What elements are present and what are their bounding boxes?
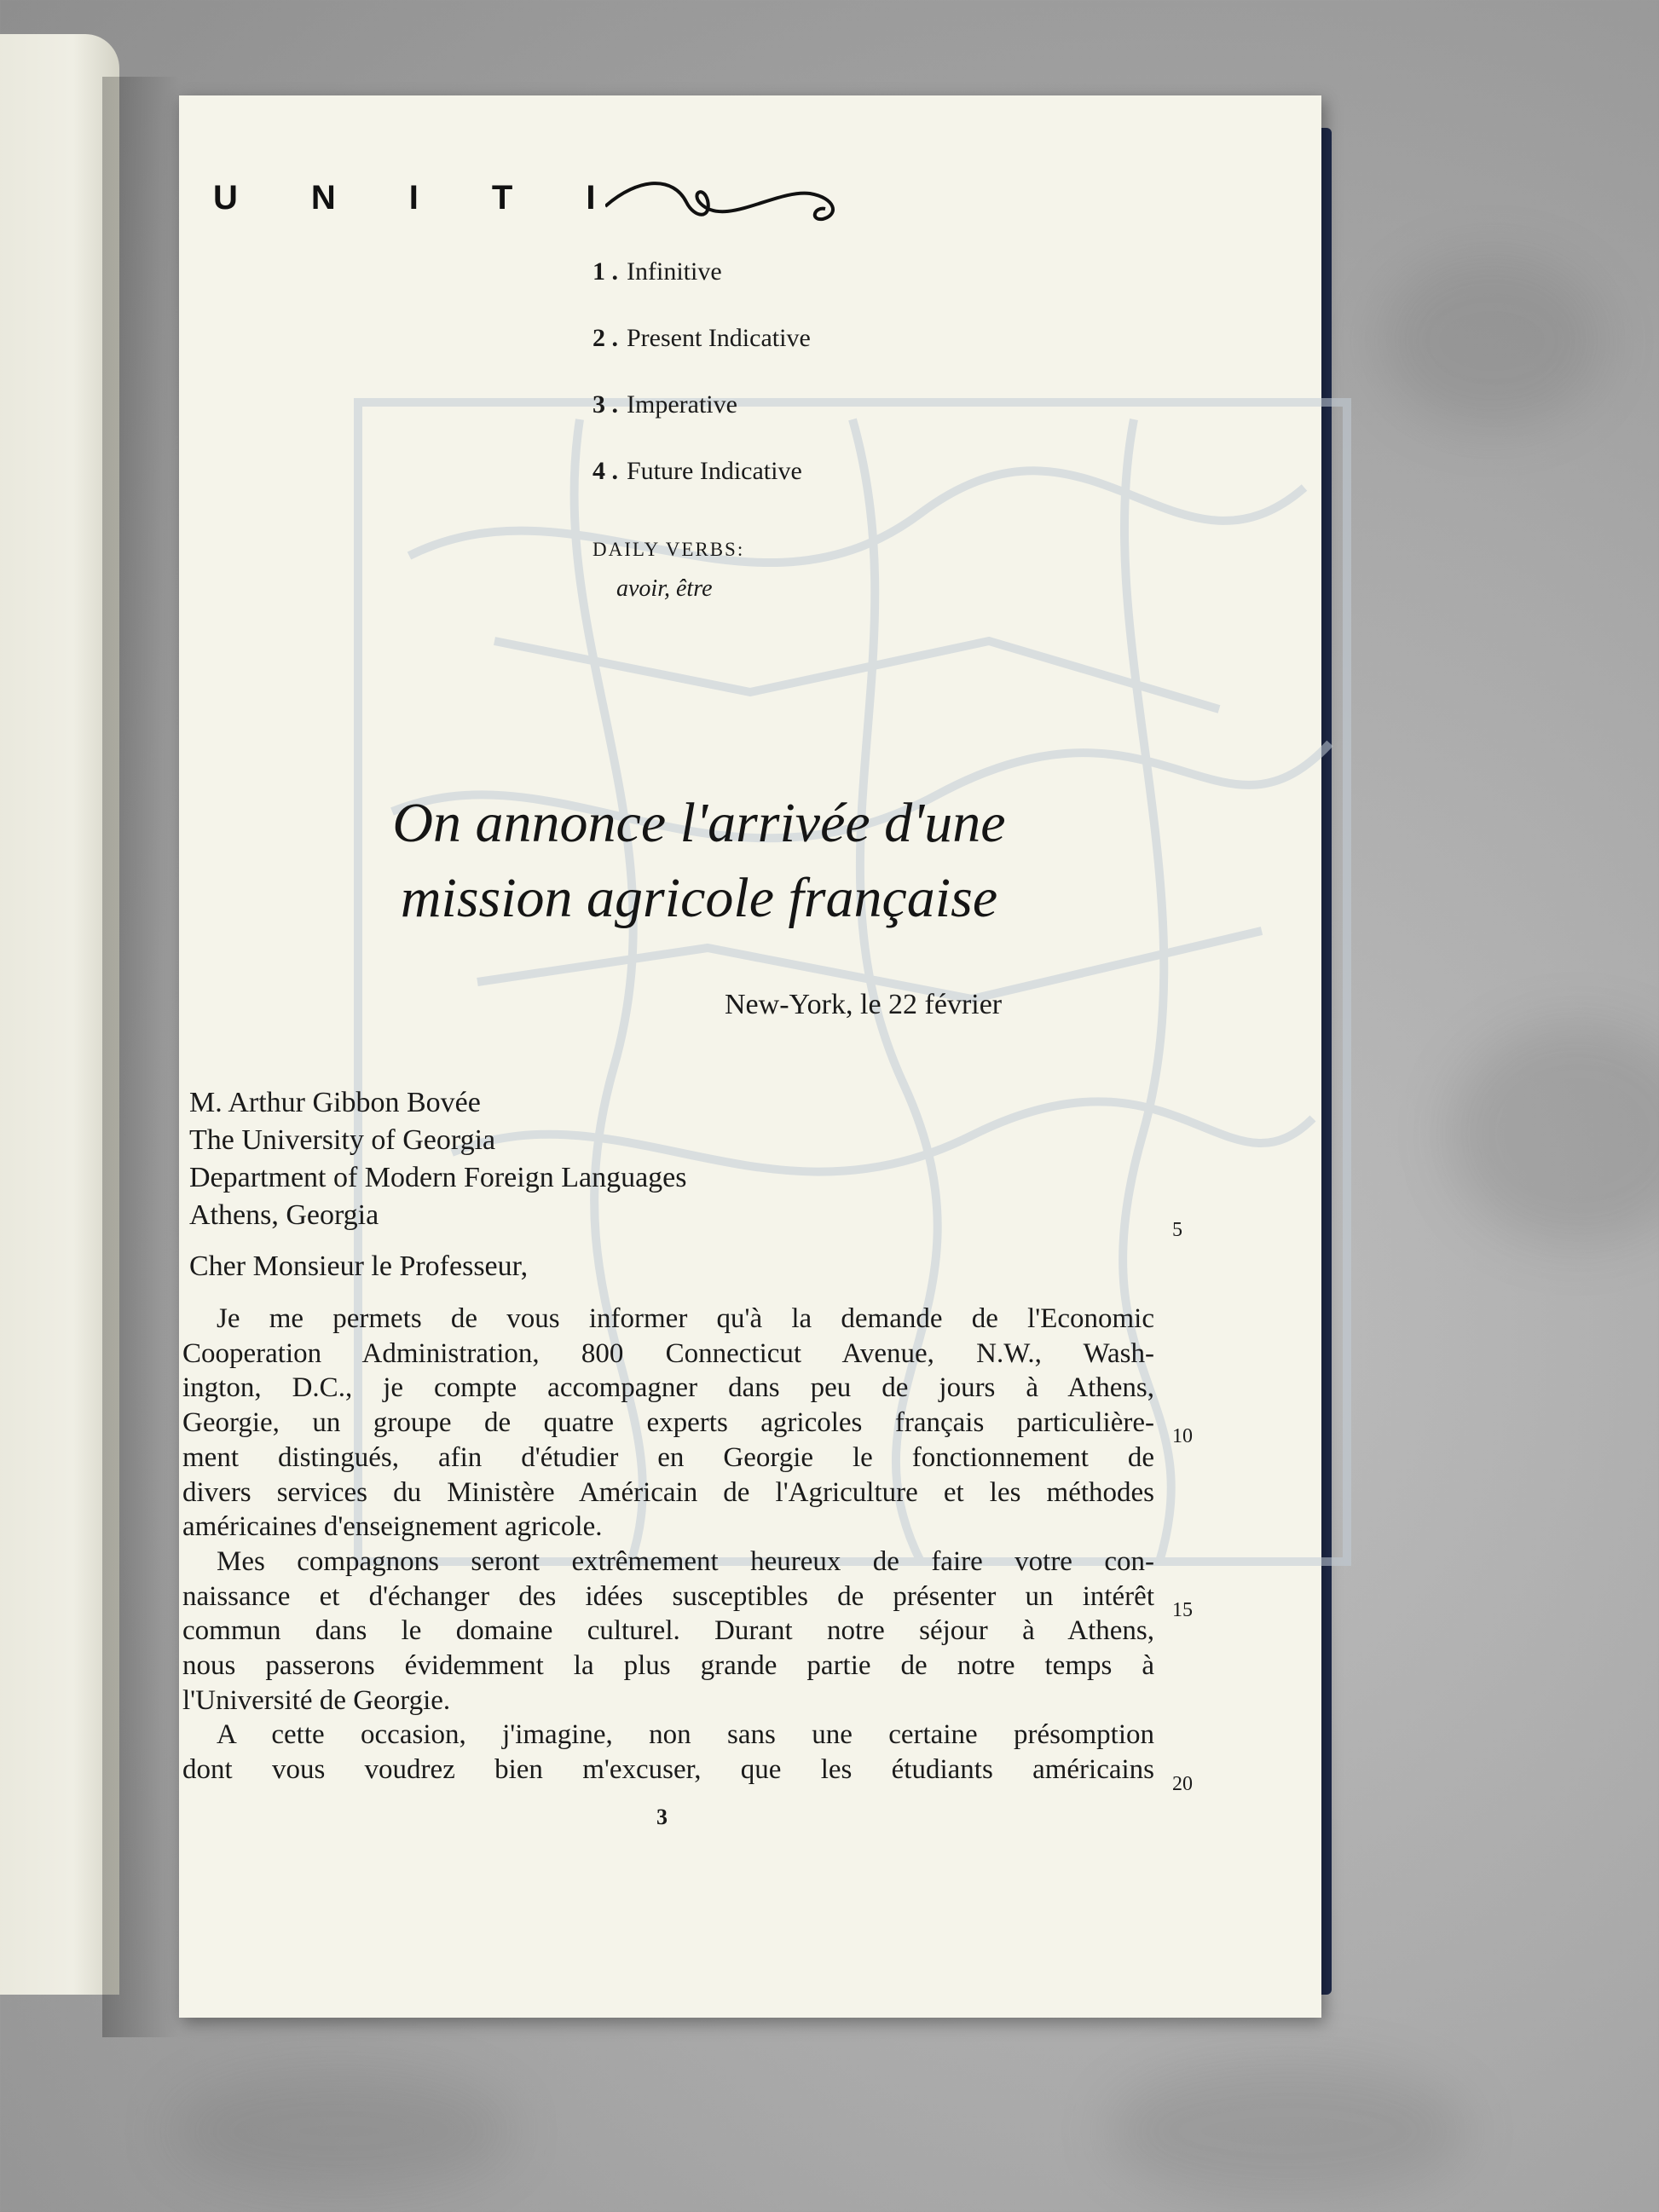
body-line: A cette occasion, j'imagine, non sans une certaine présomption — [217, 1719, 1154, 1751]
body-line: Cooperation Administration, 800 Connecticut Avenue, N.W., Wash- — [182, 1337, 1154, 1369]
topic-label: Future Indicative — [627, 457, 802, 485]
daily-verbs: avoir, être — [616, 575, 713, 602]
page-number: 3 — [656, 1805, 668, 1829]
topic-item — [592, 257, 811, 324]
unit-letter: U — [213, 178, 238, 217]
title-line: On annonce l'arrivée d'une — [392, 792, 1006, 854]
address-line: Department of Modern Foreign Languages — [189, 1162, 687, 1193]
letter-body — [182, 1302, 1154, 1788]
address-line: M. Arthur Gibbon Bovée — [189, 1087, 481, 1118]
topic-item — [592, 457, 811, 523]
body-line: Je me permets de vous informer qu'à la demande de l'Economic — [217, 1303, 1154, 1334]
topic-label: Imperative — [627, 390, 737, 419]
topic-label: Infinitive — [627, 257, 722, 286]
body-line: Georgie, un groupe de quatre experts agricoles français particulière- — [182, 1407, 1154, 1439]
dateline: New-York, le 22 février — [725, 989, 1003, 1020]
topic-number: 3 . — [592, 390, 618, 419]
topic-number: 2 . — [592, 324, 618, 352]
body-line: dont vous voudrez bien m'excuser, que les étudiants américains — [182, 1754, 1154, 1786]
topic-item — [592, 390, 811, 457]
body-line: l'Université de Georgie. — [182, 1684, 451, 1716]
salutation: Cher Monsieur le Professeur, — [189, 1250, 529, 1282]
topics-list — [592, 257, 811, 523]
body-line: ington, D.C., je compte accompagner dans peu de jours à Athens, — [182, 1372, 1154, 1404]
spine-shadow — [102, 77, 179, 2037]
topic-item — [592, 324, 811, 390]
body-line: commun dans le domaine culturel. Durant notre séjour à Athens, — [182, 1615, 1154, 1647]
line-number: 10 — [1172, 1425, 1193, 1447]
line-number: 5 — [1172, 1219, 1182, 1241]
unit-letter: N — [310, 178, 336, 217]
lesson-title — [315, 786, 1083, 936]
title-line: mission agricole française — [400, 867, 998, 929]
body-line: naissance et d'échanger des idées susceptibles de présenter un intérêt — [182, 1580, 1154, 1612]
body-line: américaines d'enseignement agricole. — [182, 1511, 603, 1543]
body-line: divers services du Ministère Américain de l'Agriculture et les méthodes — [182, 1476, 1154, 1508]
flourish-ornament — [605, 168, 844, 228]
unit-letter: I — [586, 178, 596, 217]
unit-letter: T — [491, 178, 513, 217]
address-block — [189, 1084, 687, 1234]
topic-number: 1 . — [592, 257, 618, 286]
daily-verbs-label: DAILY VERBS: — [592, 539, 745, 560]
line-number: 15 — [1172, 1599, 1193, 1621]
line-number: 20 — [1172, 1773, 1193, 1795]
unit-letter: I — [408, 178, 419, 217]
body-line: ment distingués, afin d'étudier en Georgie le fonctionnement de — [182, 1441, 1154, 1473]
topic-label: Present Indicative — [627, 324, 811, 352]
address-line: Athens, Georgia — [189, 1199, 379, 1231]
body-line: Mes compagnons seront extrêmement heureux de faire votre con- — [217, 1545, 1154, 1577]
body-line: nous passerons évidemment la plus grande partie de notre temps à — [182, 1650, 1154, 1682]
book-page — [179, 95, 1321, 2018]
left-page-edge — [0, 34, 119, 1995]
unit-heading — [213, 164, 844, 232]
topic-number: 4 . — [592, 457, 618, 485]
address-line: The University of Georgia — [189, 1124, 496, 1156]
